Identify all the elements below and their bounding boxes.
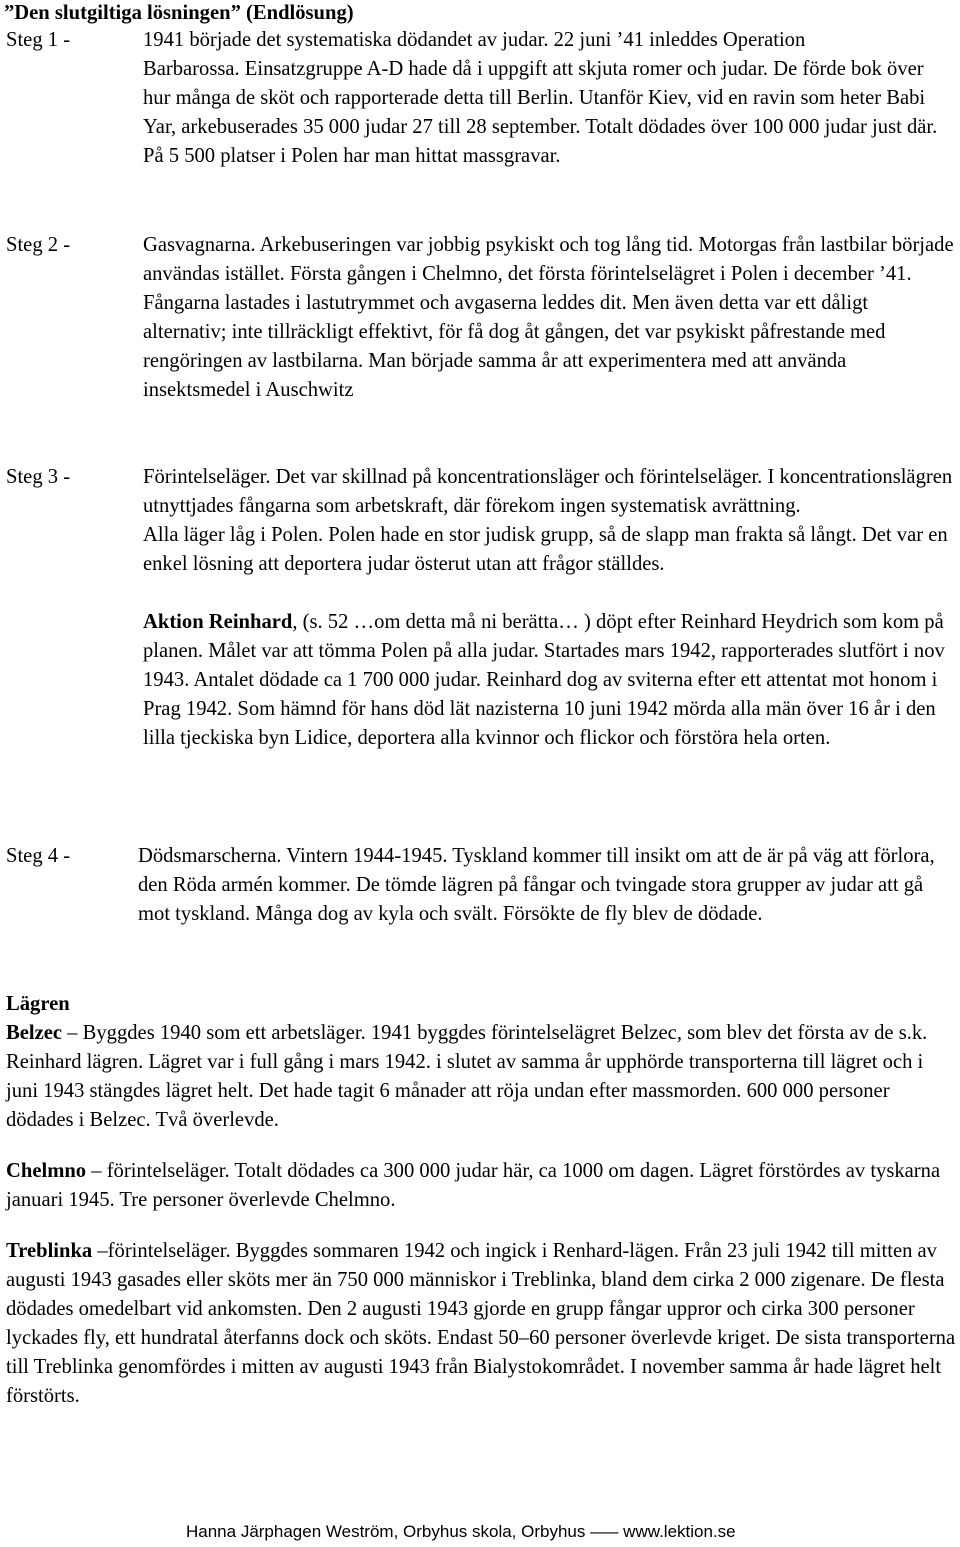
step-4-body [138, 842, 950, 929]
step-4-label: Steg 4 - [6, 845, 71, 867]
aktion-reinhard-text: , (s. 52 …om detta må ni berätta… ) döpt efter Reinhard Heydrich som kom på planen. Målet var att tömma Polen på alla judar. Startades mars 1942, rapporterades slutfört i nov 1943. Antalet dödade ca 1 700 000 judar. Reinhard dog av sviterna efter ett attentat mot honom i Prag 1942. Som hämnd för hans död lät nazisterna 10 juni 1942 mörda alla män över 16 år i den lilla tjeckiska byn Lidice, deportera alla kvinnor och flickor och förstöra hela orten. [143, 611, 945, 749]
step-3-text-2: Alla läger låg i Polen. Polen hade en stor judisk grupp, så de slapp man frakta så långt. Det var en enkel lösning att deportera judar österut utan att frågor ställdes. [143, 524, 948, 575]
step-1-body [143, 55, 943, 171]
aktion-reinhard-term: Aktion Reinhard [143, 611, 293, 633]
step-2-label: Steg 2 - [6, 234, 71, 256]
step-3-body [143, 463, 958, 753]
step-4-text: Dödsmarscherna. Vintern 1944-1945. Tyskland kommer till insikt om att de är på väg att förlora, den Röda armén kommer. De tömde lägren på fångar och tvingade stora grupper av judar att gå mot tyskland. Många dog av kyla och svält. Försökte de fly blev de dödade. [138, 845, 935, 925]
step-1-label: Steg 1 - [6, 29, 71, 51]
step-1-intro: 1941 började det systematiska dödandet av judar. 22 juni ’41 inleddes Operation [143, 29, 806, 51]
camp-name-treblinka: Treblinka [6, 1240, 93, 1262]
camp-chelmno [6, 1157, 960, 1215]
step-2-text: Gasvagnarna. Arkebuseringen var jobbig psykiskt och tog lång tid. Motorgas från lastbilar började användas istället. Första gången i Chelmno, det första förintelselägret i Polen i december ’41. Fångarna lastades i lastutrymmet och avgaserna leddes dit. Men även detta var ett dåligt alternativ; inte tillräckligt effektivt, för få dog åt gången, det var psykiskt påfrestande med rengöringen av lastbilarna. Man började samma år att experimentera med att använda insektsmedel i Auschwitz [143, 234, 954, 401]
step-3-label: Steg 3 - [6, 466, 71, 488]
camp-name-chelmno: Chelmno [6, 1160, 87, 1182]
camps-heading: Lägren [6, 993, 70, 1015]
camp-text-treblinka: –förintelseläger. Byggdes sommaren 1942 och ingick i Renhard-lägen. Från 23 juli 1942 till mitten av augusti 1943 gasades eller sköts mer än 750 000 människor i Treblinka, bland dem cirka 2 000 zigenare. De flesta dödades omedelbart vid ankomsten. Den 2 augusti 1943 gjorde en grupp fångar uppror och cirka 300 personer lyckades fly, ett hundratal återfanns dock och sköts. Endast 50–60 personer överlevde kriget. De sista transporterna till Treblinka genomfördes i mitten av augusti 1943 från Bialystokområdet. I november samma år hade lägret helt förstörts. [6, 1240, 956, 1407]
camp-text-chelmno: – förintelseläger. Totalt dödades ca 300 000 judar här, ca 1000 om dagen. Lägret förstördes av tyskarna januari 1945. Tre personer överlevde Chelmno. [6, 1160, 941, 1211]
step-2-body [143, 231, 955, 405]
aktion-reinhard-paragraph [143, 608, 958, 753]
camps-section [6, 990, 960, 1411]
camp-text-belzec: – Byggdes 1940 som ett arbetsläger. 1941 byggdes förintelselägret Belzec, som blev det första av de s.k. Reinhard lägren. Lägret var i full gång i mars 1942. i slutet av samma år upphörde transporterna till lägret och i juni 1943 stängdes lägret helt. Det hade tagit 6 månader att röja undan efter massmorden. 600 000 personer dödades i Belzec. Två överlevde. [6, 1022, 928, 1131]
page-footer: Hanna Järphagen Weström, Orbyhus skola, Orbyhus ––– www.lektion.se [186, 1522, 736, 1541]
step-1-text: Barbarossa. Einsatzgruppe A-D hade då i uppgift att skjuta romer och judar. De förde bok över hur många de sköt och rapporterade detta till Berlin. Utanför Kiev, vid en ravin som heter Babi Yar, arkebuserades 35 000 judar 27 till 28 september. Totalt dödades över 100 000 judar just där. På 5 500 platser i Polen har man hittat massgravar. [143, 58, 938, 167]
camp-treblinka [6, 1237, 960, 1411]
camp-name-belzec: Belzec [6, 1022, 63, 1044]
camp-belzec [6, 1019, 960, 1135]
document-title: ”Den slutgiltiga lösningen” (Endlösung) [4, 2, 354, 24]
step-3-text-1: Förintelseläger. Det var skillnad på koncentrationsläger och förintelseläger. I koncentrationslägren utnyttjades fångarna som arbetskraft, där förekom ingen systematisk avrättning. [143, 466, 953, 517]
